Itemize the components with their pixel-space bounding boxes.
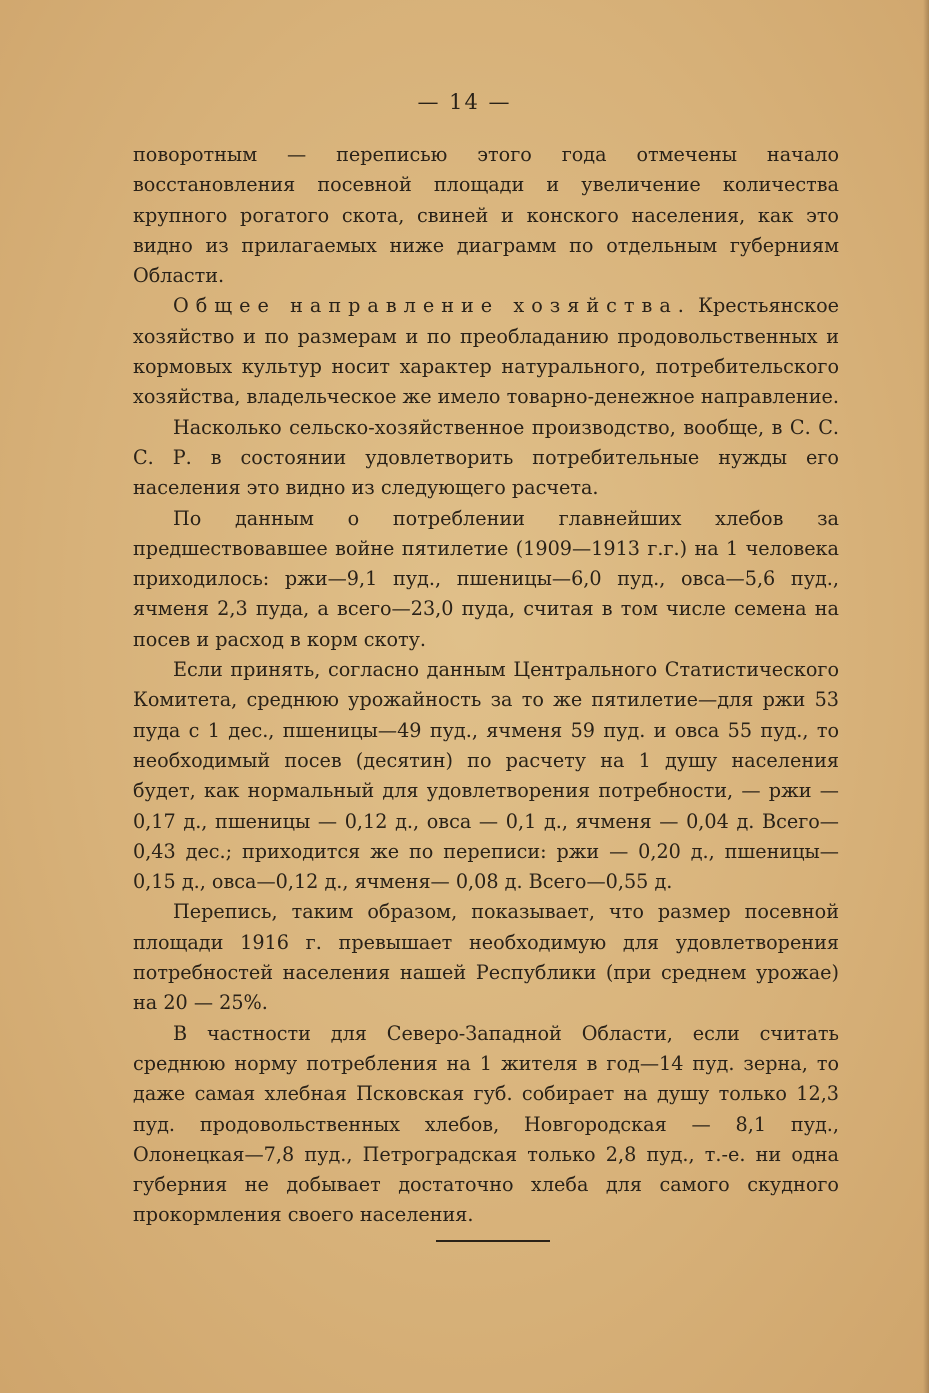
page-edge-shadow bbox=[923, 0, 929, 1393]
paragraph-7: В частности для Северо-Западной Области, если считать среднюю норму потребления на 1 жителя в год—14 пуд. зерна, то даже самая хлебная Псковская губ. собирает на душу только 12,3 пуд. продовольственных хлебов, Новгородская — 8,1 пуд., Олонецкая—7,8 пуд., Петроградская только 2,8 пуд., т.-е. ни одна губерния не добывает достаточно хлеба для самого скудного прокормления своего населения. bbox=[133, 1021, 839, 1227]
paragraph-4: По данным о потреблении главнейших хлебов за предшествовавшее войне пятилетие (1909—1913 г.г.) на 1 человека приходилось: ржи—9,1 пуд., пшеницы—6,0 пуд., овса—5,6 пуд., ячменя 2,3 пуда, а всего—23,0 пуда, считая в том числе семена на посев и расход в корм скоту. bbox=[133, 506, 839, 651]
paragraph-2-body: Крестьянское хозяйство и по размерам и по преобладанию продовольственных и кормовых культур носит характер натурального, потребительского хозяйства, владельческое же имело товарно-денежное направление. bbox=[133, 294, 840, 409]
section-heading: Общее направление хозяйства. bbox=[173, 294, 691, 318]
body-text bbox=[133, 140, 839, 1231]
paragraph-3: Насколько сельско-хозяйственное производство, вообще, в С. С. С. Р. в состоянии удовлетворить потребительные нужды его населения это видно из следующего расчета. bbox=[133, 415, 839, 500]
paragraph-6: Перепись, таким образом, показывает, что размер посевной площади 1916 г. превышает необходимую для удовлетворения потребностей населения нашей Республики (при среднем урожае) на 20 — 25%. bbox=[133, 900, 839, 1015]
paragraph-5: Если принять, согласно данным Центрального Статистического Комитета, среднюю урожайность за то же пятилетие—для ржи 53 пуда с 1 дес., пшеницы—49 пуд., ячменя 59 пуд. и овса 55 пуд., то необходимый посев (десятин) по расчету на 1 душу населения будет, как нормальный для удовлетворения потребности, — ржи — 0,17 д., пшеницы — 0,12 д., овса — 0,1 д., ячменя — 0,04 д. Всего—0,43 дес.; приходится же по переписи: ржи — 0,20 д., пшеницы—0,15 д., овса—0,12 д., ячменя— 0,08 д. Всего—0,55 д. bbox=[133, 658, 839, 894]
page-number: — 14 — bbox=[417, 90, 512, 114]
paragraph-1: поворотным — переписью этого года отмечены начало восстановления посевной площади и увеличение количества крупного рогатого скота, свиней и конского населения, как это видно из прилагаемых ниже диаграмм по отдельным губерниям Области. bbox=[133, 143, 839, 288]
paragraph-2 bbox=[133, 291, 839, 412]
end-rule bbox=[436, 1240, 550, 1242]
